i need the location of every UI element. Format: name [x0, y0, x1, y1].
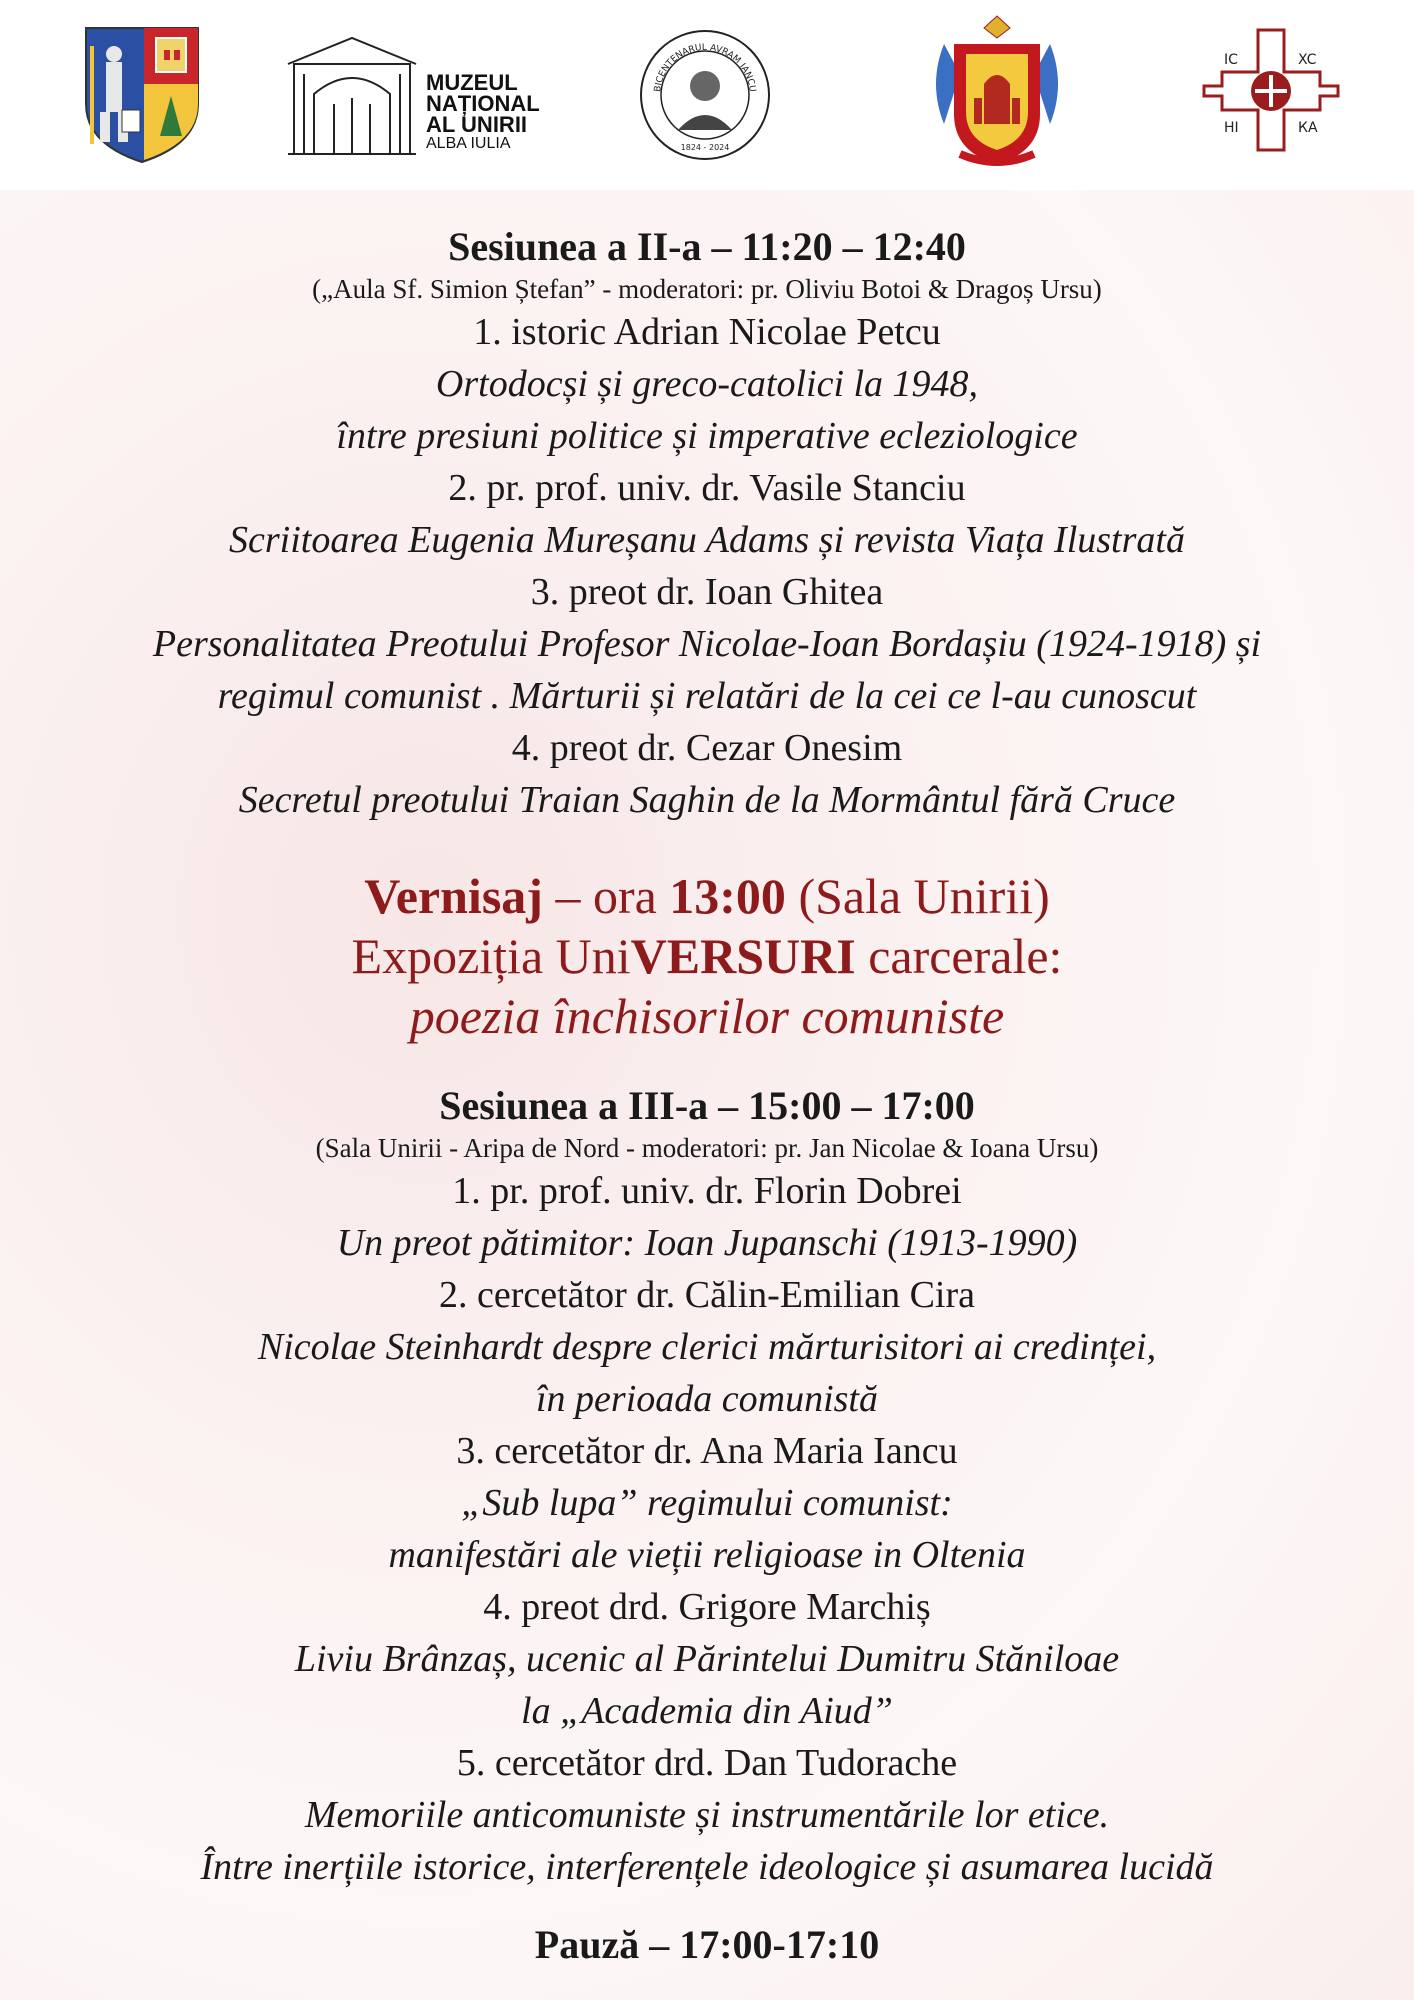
session-3 — [0, 1081, 1414, 1893]
svg-text:КА: КА — [1298, 120, 1318, 136]
session-3-title: Sesiunea a III-a – 15:00 – 17:00 — [439, 1083, 975, 1128]
bicentenar-avram-iancu-seal-icon — [638, 28, 772, 162]
session-3-subtitle: (Sala Unirii - Aripa de Nord - moderatori: pr. Jan Nicolae & Ioana Ursu) — [315, 1133, 1099, 1163]
speaker: 2. cercetător dr. Călin-Emilian Cira — [438, 1274, 976, 1316]
exhibition-title — [0, 926, 1414, 986]
vernisaj-block — [0, 866, 1414, 1046]
exhibition-suffix: carcerale: — [855, 928, 1063, 984]
vernisaj-ora: – ora — [542, 868, 670, 924]
talk-title: Ortodocși și greco-catolici la 1948, — [435, 363, 979, 405]
speaker: 3. preot dr. Ioan Ghitea — [530, 571, 884, 613]
talk-title: manifestări ale vieții religioase in Oltenia — [388, 1534, 1026, 1576]
session-2-title: Sesiunea a II-a – 11:20 – 12:40 — [448, 224, 966, 269]
talk-title: regimul comunist . Mărturii și relatări de la cei ce l-au cunoscut — [217, 675, 1197, 717]
exhibition-prefix: Expoziția Uni — [351, 928, 631, 984]
speaker: 2. pr. prof. univ. dr. Vasile Stanciu — [448, 467, 966, 509]
museum-line-4: ALBA IULIA — [426, 135, 511, 152]
svg-text:BICENTENARUL AVRAM IANCU: BICENTENARUL AVRAM IANCU — [653, 42, 757, 93]
museum-line-1: MUZEUL — [426, 70, 518, 95]
session-2 — [0, 222, 1414, 826]
archdiocese-coat-of-arms-icon — [924, 14, 1070, 170]
session-2-subtitle: („Aula Sf. Simion Ștefan” - moderatori: pr. Oliviu Botoi & Dragoș Ursu) — [312, 274, 1102, 304]
vernisaj-label: Vernisaj — [364, 868, 543, 924]
speaker: 5. cercetător drd. Dan Tudorache — [456, 1742, 958, 1784]
talk-title: Scriitoarea Eugenia Mureșanu Adams și revista Viața Ilustrată — [229, 519, 1185, 561]
museum-line-3: AL UNIRII — [426, 112, 528, 137]
museum-line-2: NAȚIONAL — [426, 91, 540, 116]
svg-text:1824 - 2024: 1824 - 2024 — [680, 143, 730, 152]
talk-title: în perioada comunistă — [536, 1378, 878, 1420]
speaker: 4. preot drd. Grigore Marchiș — [483, 1586, 931, 1628]
speaker: 1. istoric Adrian Nicolae Petcu — [473, 311, 941, 353]
talk-title: între presiuni politice și imperative ecleziologice — [336, 415, 1078, 457]
speaker: 3. cercetător dr. Ana Maria Iancu — [456, 1430, 958, 1472]
museum-building-icon — [284, 34, 420, 160]
ic-xc-ni-ka-cross-icon — [1200, 26, 1342, 154]
talk-title: „Sub lupa” regimului comunist: — [461, 1482, 953, 1524]
logo-header — [0, 0, 1414, 190]
alba-county-coat-of-arms-icon — [82, 24, 202, 166]
exhibition-bold: VERSURI — [630, 928, 856, 984]
talk-title: Personalitatea Preotului Profesor Nicolae-Ioan Bordașiu (1924-1918) și — [152, 623, 1262, 665]
talk-title: la „Academia din Aiud” — [521, 1690, 893, 1732]
svg-text:XC: XC — [1298, 52, 1317, 68]
museum-name — [426, 72, 556, 153]
svg-text:IC: IC — [1224, 52, 1238, 68]
vernisaj-line — [0, 866, 1414, 926]
vernisaj-location: (Sala Unirii) — [785, 868, 1050, 924]
speaker: 4. preot dr. Cezar Onesim — [511, 727, 903, 769]
talk-title: Liviu Brânzaș, ucenic al Părintelui Dumitru Stăniloae — [294, 1638, 1120, 1680]
vernisaj-time: 13:00 — [669, 868, 786, 924]
talk-title: Memoriile anticomuniste și instrumentările lor etice. — [304, 1794, 1110, 1836]
pause-line: Pauză – 17:00-17:10 — [534, 1922, 880, 1967]
speaker: 1. pr. prof. univ. dr. Florin Dobrei — [452, 1170, 962, 1212]
talk-title: Nicolae Steinhardt despre clerici mărturisitori ai credinței, — [257, 1326, 1157, 1368]
exhibition-subtitle: poezia închisorilor comuniste — [409, 988, 1005, 1044]
talk-title: Un preot pătimitor: Ioan Jupanschi (1913-1990) — [336, 1222, 1078, 1264]
svg-text:НІ: НІ — [1224, 120, 1239, 136]
program-content — [0, 190, 1414, 2000]
talk-title: Secretul preotului Traian Saghin de la Mormântul fără Cruce — [238, 779, 1176, 821]
talk-title: Între inerțiile istorice, interferențele ideologice și asumarea lucidă — [200, 1846, 1214, 1888]
